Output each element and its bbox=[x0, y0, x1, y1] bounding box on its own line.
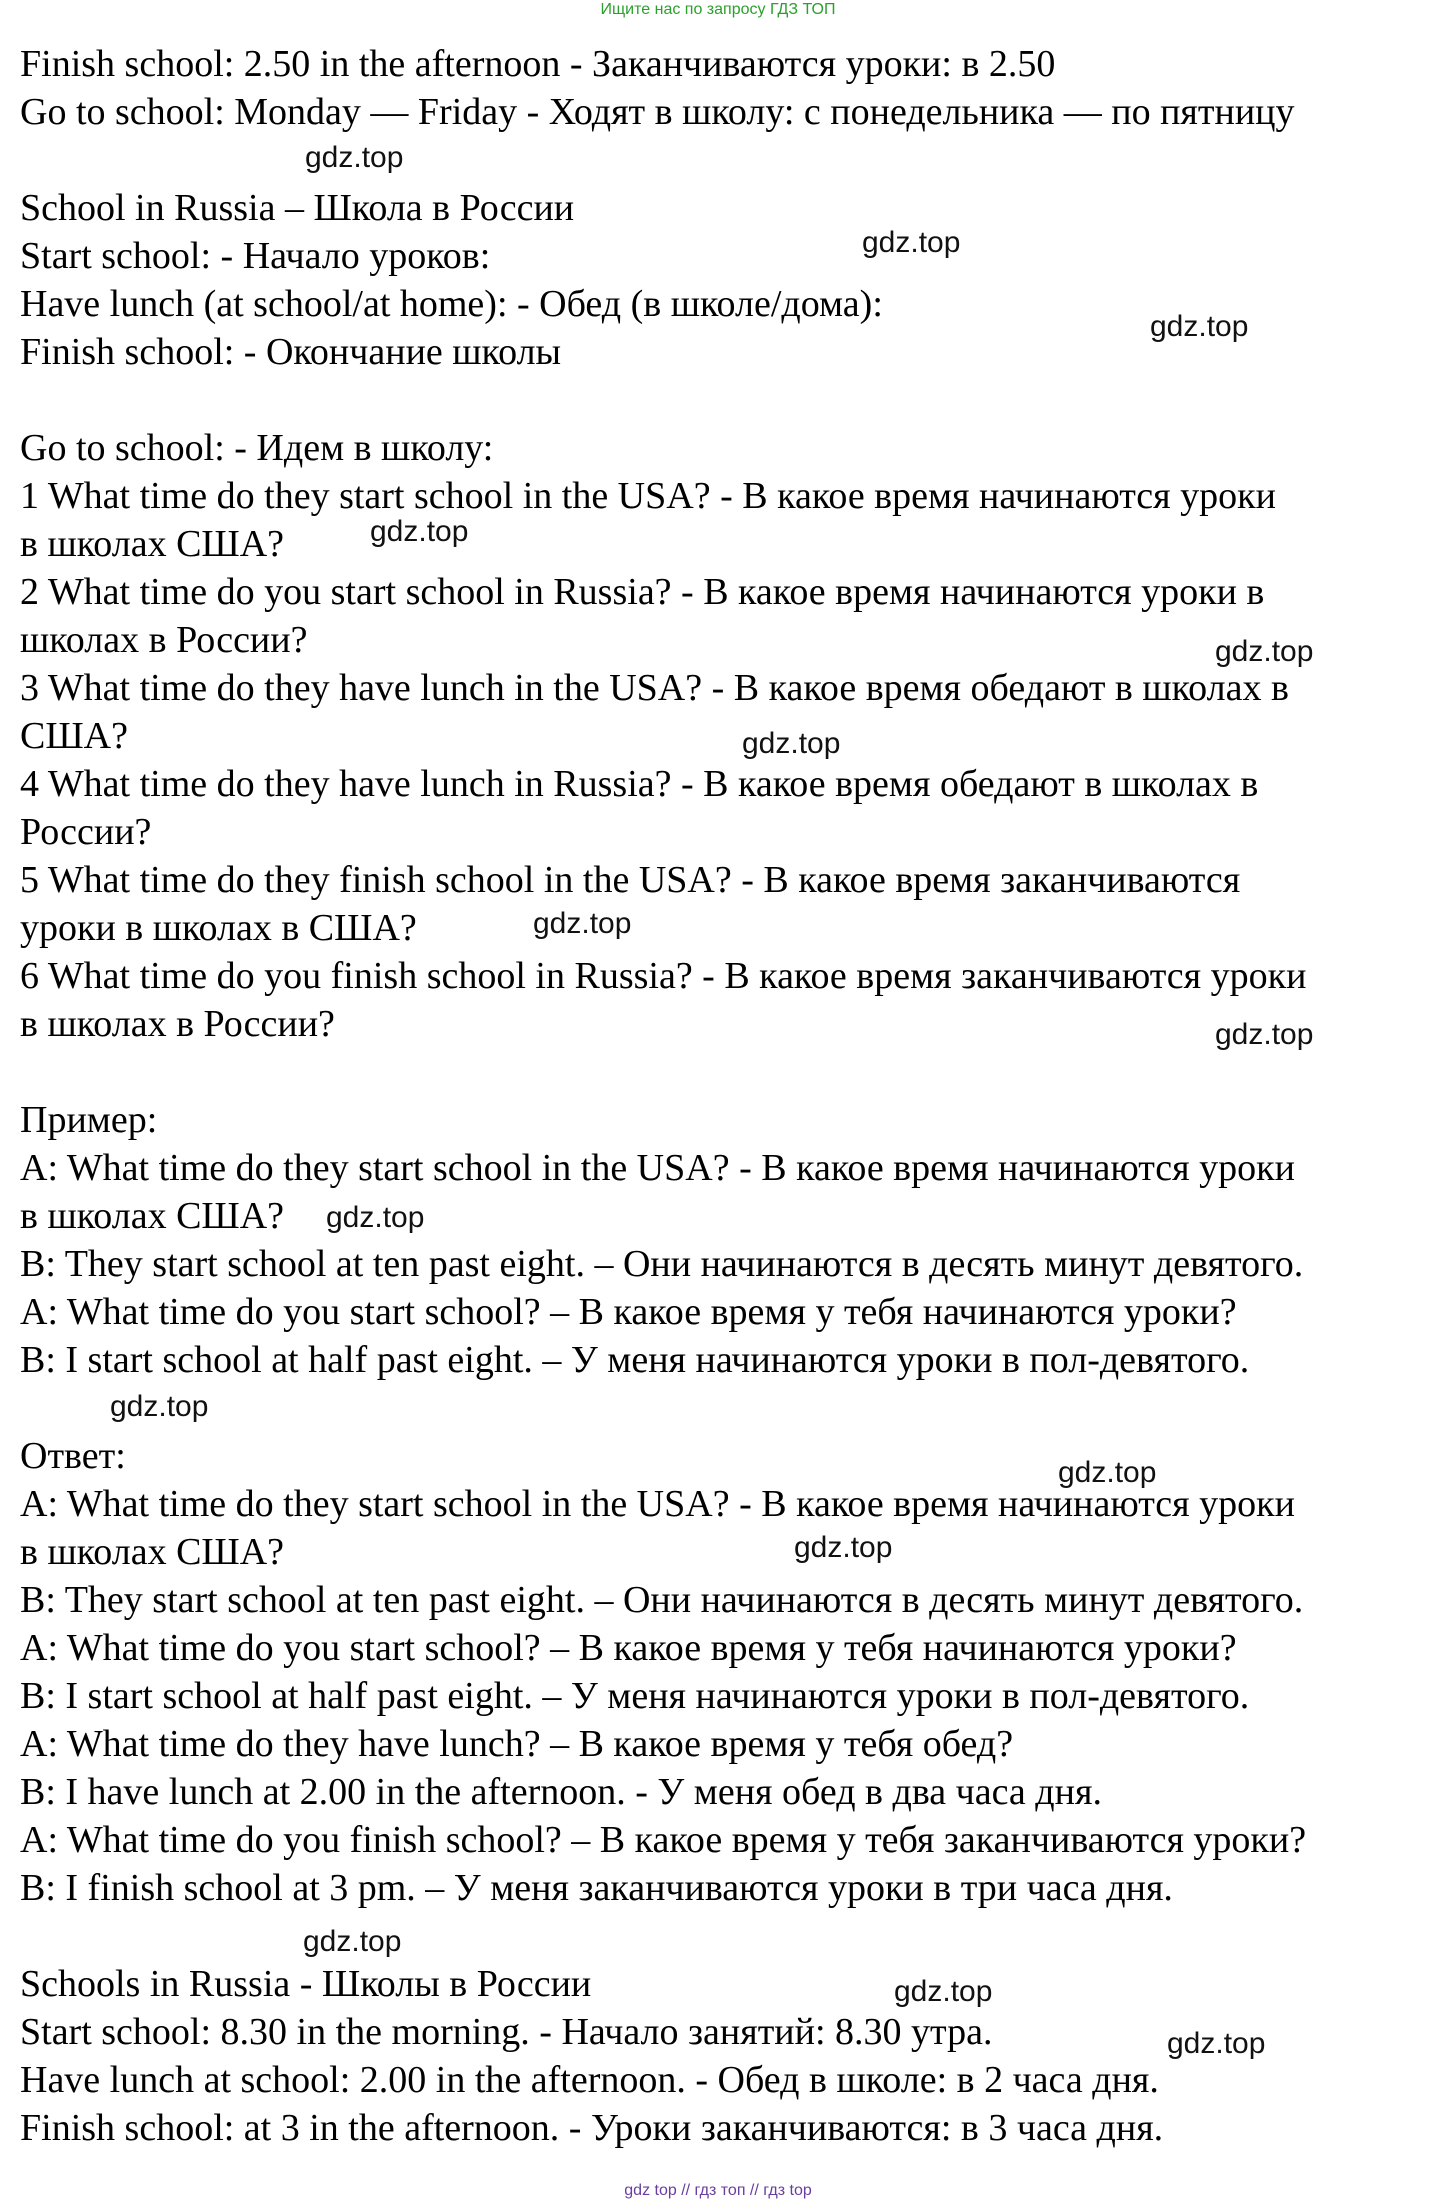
text-line: Finish school: - Окончание школы bbox=[20, 331, 562, 373]
watermark: gdz.top bbox=[1150, 310, 1249, 343]
watermark: gdz.top bbox=[894, 1975, 993, 2008]
watermark: gdz.top bbox=[110, 1390, 209, 1423]
text-line: Go to school: Monday — Friday - Ходят в школу: с понедельника — по пятницу bbox=[20, 91, 1295, 133]
text-line: Start school: 8.30 in the morning. - Начало занятий: 8.30 утра. bbox=[20, 2011, 993, 2053]
watermark: gdz.top bbox=[1058, 1456, 1157, 1489]
text-line: B: I start school at half past eight. – У меня начинаются уроки в пол-девятого. bbox=[20, 1675, 1250, 1717]
text-line: Ответ: bbox=[20, 1435, 126, 1477]
watermark: gdz.top bbox=[370, 515, 469, 548]
text-line: B: I start school at half past eight. – У меня начинаются уроки в пол-девятого. bbox=[20, 1339, 1250, 1381]
watermark: gdz.top bbox=[794, 1531, 893, 1564]
text-line: B: They start school at ten past eight. – Они начинаются в десять минут девятого. bbox=[20, 1243, 1304, 1285]
watermark: gdz.top bbox=[742, 727, 841, 760]
text-line: 6 What time do you finish school in Russia? - В какое время заканчиваются уроки bbox=[20, 955, 1307, 997]
text-line: Have lunch (at school/at home): - Обед (в школе/дома): bbox=[20, 283, 883, 325]
bottom-banner: gdz top // гдз топ // гдз top bbox=[624, 2182, 812, 2199]
text-line: уроки в школах в США? bbox=[20, 907, 417, 949]
text-line: Пример: bbox=[20, 1099, 158, 1141]
text-line: 4 What time do they have lunch in Russia? - В какое время обедают в школах в bbox=[20, 763, 1259, 805]
text-line: A: What time do they start school in the USA? - В какое время начинаются уроки bbox=[20, 1483, 1295, 1525]
watermark: gdz.top bbox=[305, 141, 404, 174]
watermark: gdz.top bbox=[1215, 1018, 1314, 1051]
text-line: School in Russia – Школа в России bbox=[20, 187, 575, 229]
text-line: A: What time do you start school? – В какое время у тебя начинаются уроки? bbox=[20, 1627, 1237, 1669]
text-line: 1 What time do they start school in the USA? - В какое время начинаются уроки bbox=[20, 475, 1276, 517]
text-line: России? bbox=[20, 811, 152, 853]
text-line: B: They start school at ten past eight. – Они начинаются в десять минут девятого. bbox=[20, 1579, 1304, 1621]
text-line: в школах США? bbox=[20, 523, 285, 565]
text-line: B: I have lunch at 2.00 in the afternoon. - У меня обед в два часа дня. bbox=[20, 1771, 1102, 1813]
text-line: 2 What time do you start school in Russia? - В какое время начинаются уроки в bbox=[20, 571, 1265, 613]
text-line: 3 What time do they have lunch in the USA? - В какое время обедают в школах в bbox=[20, 667, 1289, 709]
text-line: Go to school: - Идем в школу: bbox=[20, 427, 494, 469]
text-line: Finish school: 2.50 in the afternoon - Заканчиваются уроки: в 2.50 bbox=[20, 43, 1056, 85]
text-line: Have lunch at school: 2.00 in the afternoon. - Обед в школе: в 2 часа дня. bbox=[20, 2059, 1159, 2101]
text-line: в школах США? bbox=[20, 1195, 285, 1237]
watermark: gdz.top bbox=[303, 1925, 402, 1958]
text-line: Start school: - Начало уроков: bbox=[20, 235, 491, 277]
text-line: A: What time do they start school in the USA? - В какое время начинаются уроки bbox=[20, 1147, 1295, 1189]
watermark: gdz.top bbox=[1167, 2027, 1266, 2060]
text-line: Finish school: at 3 in the afternoon. - Уроки заканчиваются: в 3 часа дня. bbox=[20, 2107, 1164, 2149]
text-line: в школах США? bbox=[20, 1531, 285, 1573]
watermark: gdz.top bbox=[533, 907, 632, 940]
text-line: 5 What time do they finish school in the USA? - В какое время заканчиваются bbox=[20, 859, 1241, 901]
watermark: gdz.top bbox=[1215, 635, 1314, 668]
text-line: A: What time do they have lunch? – В какое время у тебя обед? bbox=[20, 1723, 1014, 1765]
watermark: gdz.top bbox=[326, 1201, 425, 1234]
text-line: A: What time do you finish school? – В какое время у тебя заканчиваются уроки? bbox=[20, 1819, 1307, 1861]
watermark: gdz.top bbox=[862, 226, 961, 259]
text-line: B: I finish school at 3 pm. – У меня заканчиваются уроки в три часа дня. bbox=[20, 1867, 1173, 1909]
text-line: A: What time do you start school? – В какое время у тебя начинаются уроки? bbox=[20, 1291, 1237, 1333]
text-line: школах в России? bbox=[20, 619, 308, 661]
top-banner: Ищите нас по запросу ГДЗ ТОП bbox=[600, 1, 836, 18]
text-line: в школах в России? bbox=[20, 1003, 335, 1045]
text-line: Schools in Russia - Школы в России bbox=[20, 1963, 592, 2005]
text-line: США? bbox=[20, 715, 128, 757]
